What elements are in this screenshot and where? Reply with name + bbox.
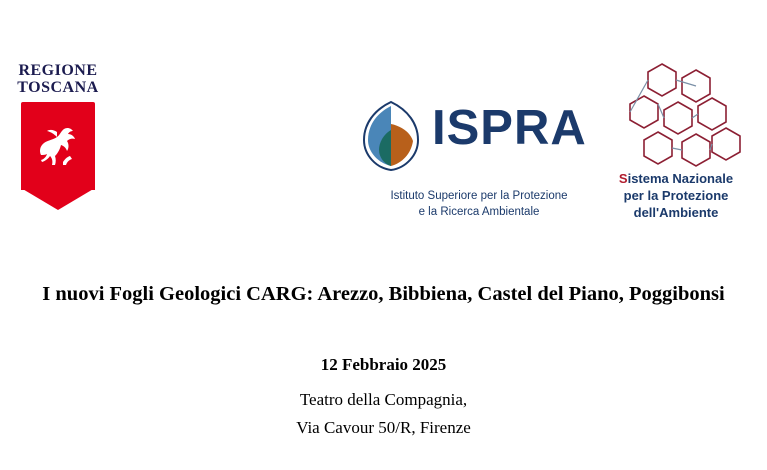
page-title: I nuovi Fogli Geologici CARG: Arezzo, Bibbiena, Castel del Piano, Poggibonsi	[42, 283, 725, 305]
regione-toscana-logo	[8, 62, 108, 190]
snpa-line1: Sistema Nazionale	[618, 171, 734, 186]
regione-toscana-line2: TOSCANA	[17, 79, 99, 96]
pegasus-horse-icon	[27, 115, 89, 177]
ispra-subtitle-line1: Istituto Superiore per la Protezione	[390, 190, 568, 202]
ispra-subtitle-line2: e la Ricerca Ambientale	[418, 206, 540, 218]
ispra-leaf-mark-icon	[360, 100, 422, 172]
snpa-line3: dell'Ambiente	[633, 205, 719, 220]
ispra-logo	[352, 100, 602, 250]
ispra-acronym: ISPRA	[432, 101, 587, 155]
event-date: 12 Febbraio 2025	[320, 355, 447, 374]
ispra-subtitle	[356, 188, 602, 220]
event-venue	[0, 386, 767, 442]
snpa-line2: per la Protezione	[623, 188, 729, 203]
snpa-wordmark	[600, 170, 752, 221]
regione-toscana-line1: REGIONE	[18, 62, 98, 79]
event-venue-line1: Teatro della Compagnia,	[299, 390, 468, 409]
regione-toscana-shield	[21, 102, 95, 190]
event-venue-line2: Via Cavour 50/R, Firenze	[296, 418, 471, 437]
snpa-logo	[600, 60, 752, 250]
